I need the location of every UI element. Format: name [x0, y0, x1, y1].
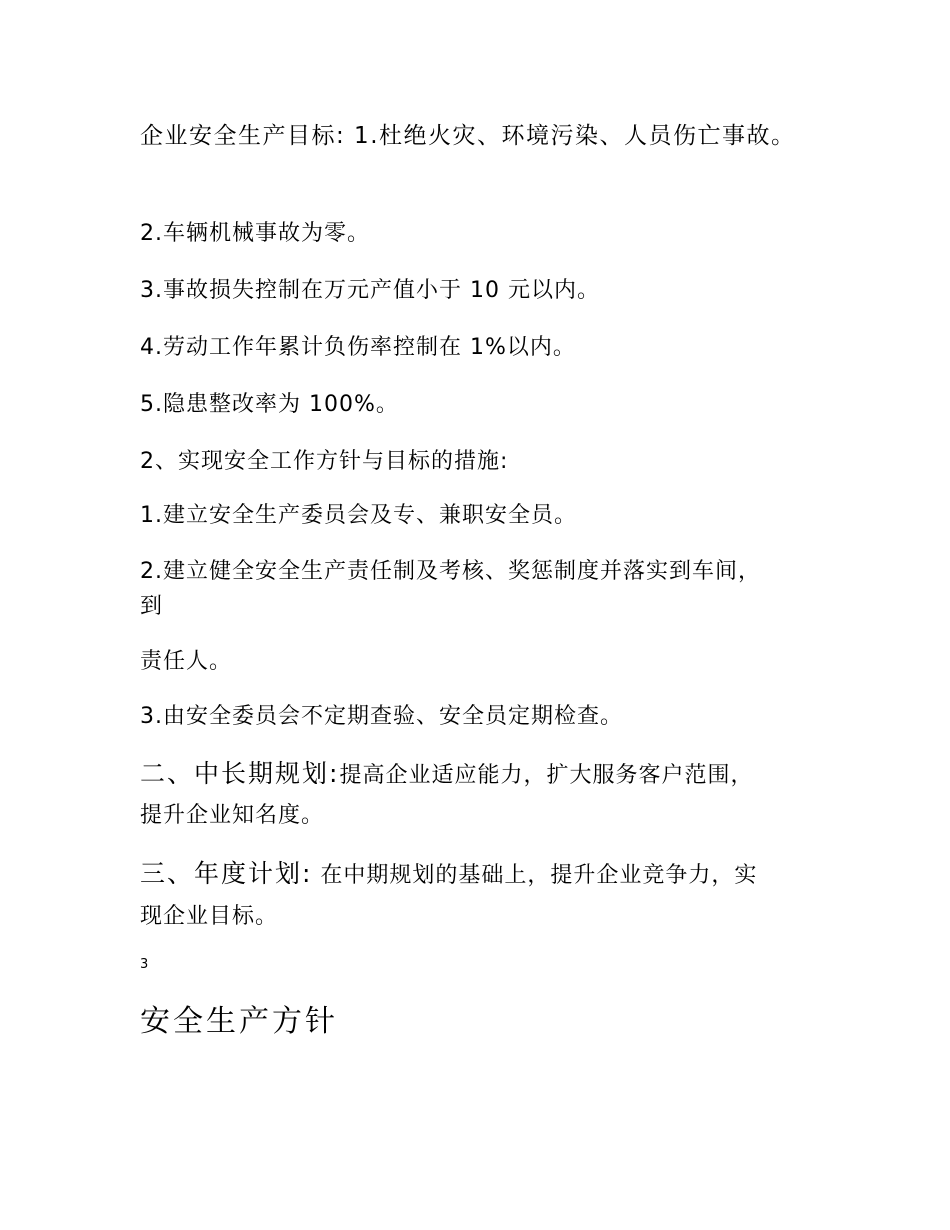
- goal-item-3: 3.事故损失控制在万元产值小于 10 元以内。: [140, 278, 600, 303]
- mid-long-term-plan: [140, 760, 753, 790]
- annual-plan-heading: 三、年度计划:: [140, 859, 313, 888]
- measure-item-3: 3.由安全委员会不定期查验、安全员定期检查。: [140, 704, 623, 729]
- measure-item-2-cont: 责任人。: [140, 649, 233, 674]
- safety-goal-line: 企业安全生产目标: 1.杜绝火灾、环境污染、人员伤亡事故。: [140, 123, 796, 149]
- measures-heading: 2、实现安全工作方针与目标的措施:: [140, 449, 509, 474]
- section-title: 安全生产方针: [140, 1004, 338, 1039]
- measure-item-1: 1.建立安全生产委员会及专、兼职安全员。: [140, 503, 577, 528]
- annual-plan-text: 在中期规划的基础上，提升企业竞争力，实: [312, 863, 758, 888]
- annual-plan: [140, 860, 757, 890]
- annual-plan-text-cont: 现企业目标。: [140, 904, 279, 929]
- measure-item-2-wrap: 到: [140, 594, 164, 619]
- measure-item-2: 2.建立健全安全生产责任制及考核、奖惩制度并落实到车间，: [140, 559, 761, 584]
- goal-item-2: 2.车辆机械事故为零。: [140, 221, 370, 246]
- mid-long-term-heading: 二、中长期规划:: [140, 759, 340, 788]
- mid-long-term-text: 提高企业适应能力，扩大服务客户范围，: [339, 763, 754, 788]
- goal-item-5: 5.隐患整改率为 100%。: [140, 392, 399, 417]
- mid-long-term-text-cont: 提升企业知名度。: [140, 803, 325, 828]
- goal-item-4: 4.劳动工作年累计负伤率控制在 1%以内。: [140, 335, 576, 360]
- page-number: 3: [140, 957, 149, 972]
